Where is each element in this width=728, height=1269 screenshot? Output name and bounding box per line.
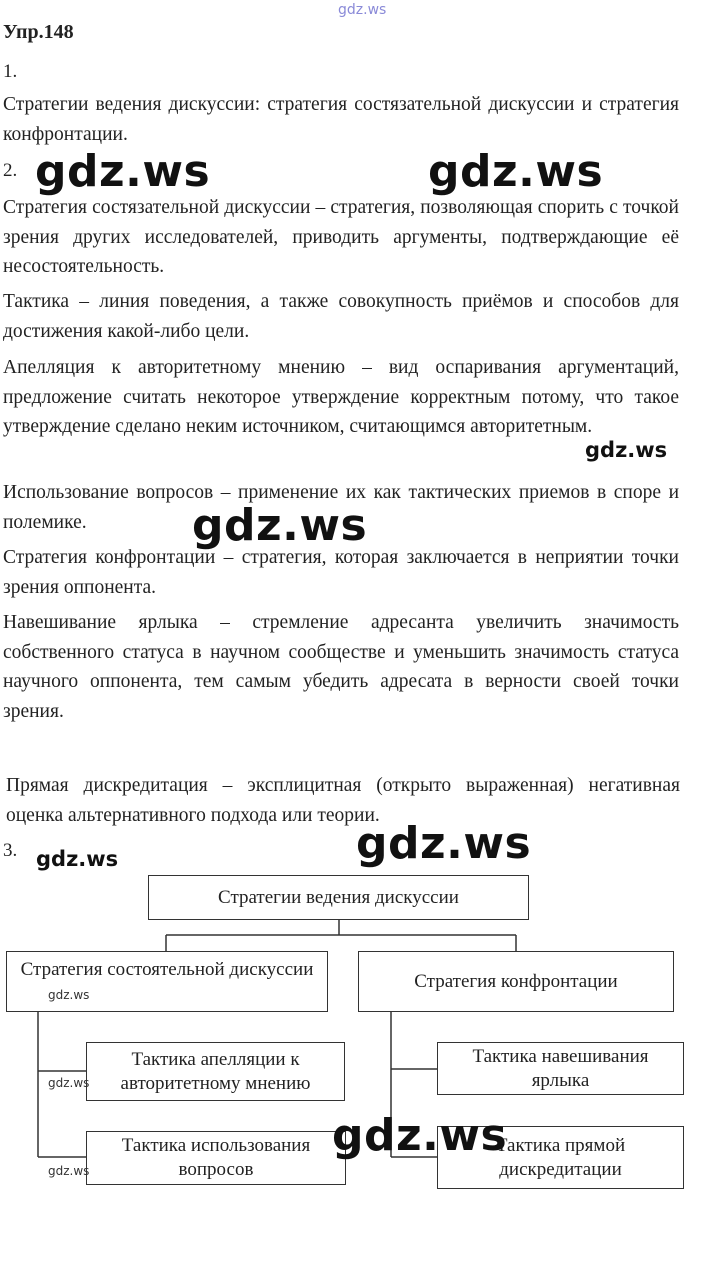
diagram-right-strategy-box: Стратегия конфронтации bbox=[358, 951, 674, 1012]
paragraph-discrediting: Прямая дискредитация – эксплицитная (открыто выраженная) негативная оценка альтернативного подхода или теории. bbox=[6, 775, 680, 826]
exercise-title: Упр.148 bbox=[3, 21, 74, 43]
watermark: gdz.ws bbox=[35, 146, 211, 197]
watermark: gdz.ws bbox=[356, 818, 532, 869]
watermark: gdz.ws bbox=[192, 500, 368, 551]
paragraph-tactic: Тактика – линия поведения, а также совокупность приёмов и способов для достижения какой-либо цели. bbox=[3, 291, 679, 342]
section-3-number: 3. bbox=[3, 840, 18, 861]
diagram-discrediting-tactic-box: Тактика прямой дискредитации bbox=[437, 1126, 684, 1189]
watermark: gdz.ws bbox=[48, 1164, 90, 1178]
watermark: gdz.ws bbox=[48, 1076, 90, 1090]
watermark: gdz.ws bbox=[428, 146, 604, 197]
watermark: gdz.ws bbox=[36, 847, 119, 871]
watermark-top: gdz.ws bbox=[338, 2, 387, 18]
diagram-questions-tactic-box: Тактика использования вопросов bbox=[86, 1131, 346, 1185]
section-2-number: 2. bbox=[3, 160, 18, 181]
paragraph-labeling: Навешивание ярлыка – стремление адресанта увеличить значимость собственного статуса в научном сообществе и уменьшить значимость статуса научного оппонента, тем самым убедить адресата в верности своей точки зрения. bbox=[3, 612, 679, 722]
paragraph-competitive-strategy: Стратегия состязательной дискуссии – стратегия, позволяющая спорить с точкой зрения других исследователей, приводить аргументы, подтверждающие её несостоятельность. bbox=[3, 197, 679, 277]
watermark: gdz.ws bbox=[585, 438, 668, 462]
paragraph-confrontation: Стратегия конфронтации – стратегия, которая заключается в неприятии точки зрения оппонента. bbox=[3, 547, 679, 598]
diagram-labeling-tactic-box: Тактика навешивания ярлыка bbox=[437, 1042, 684, 1095]
diagram-root-box: Стратегии ведения дискуссии bbox=[148, 875, 529, 920]
paragraph-questions: Использование вопросов – применение их как тактических приемов в споре и полемике. bbox=[3, 482, 679, 533]
diagram-appeal-tactic-box: Тактика апелляции к авторитетному мнению bbox=[86, 1042, 345, 1101]
paragraph-appeal-to-authority: Апелляция к авторитетному мнению – вид оспаривания аргументаций, предложение считать некоторое утверждение корректным потому, что такое утверждение сделано неким источником, считающимся авторитетным. bbox=[3, 357, 679, 437]
section-1-text: Стратегии ведения дискуссии: стратегия состязательной дискуссии и стратегия конфронтации. bbox=[3, 94, 679, 145]
diagram-left-strategy-box: Стратегия состоятельной дискуссии bbox=[6, 951, 328, 1012]
watermark: gdz.ws bbox=[332, 1110, 508, 1161]
watermark: gdz.ws bbox=[48, 988, 90, 1002]
section-1-number: 1. bbox=[3, 61, 18, 82]
